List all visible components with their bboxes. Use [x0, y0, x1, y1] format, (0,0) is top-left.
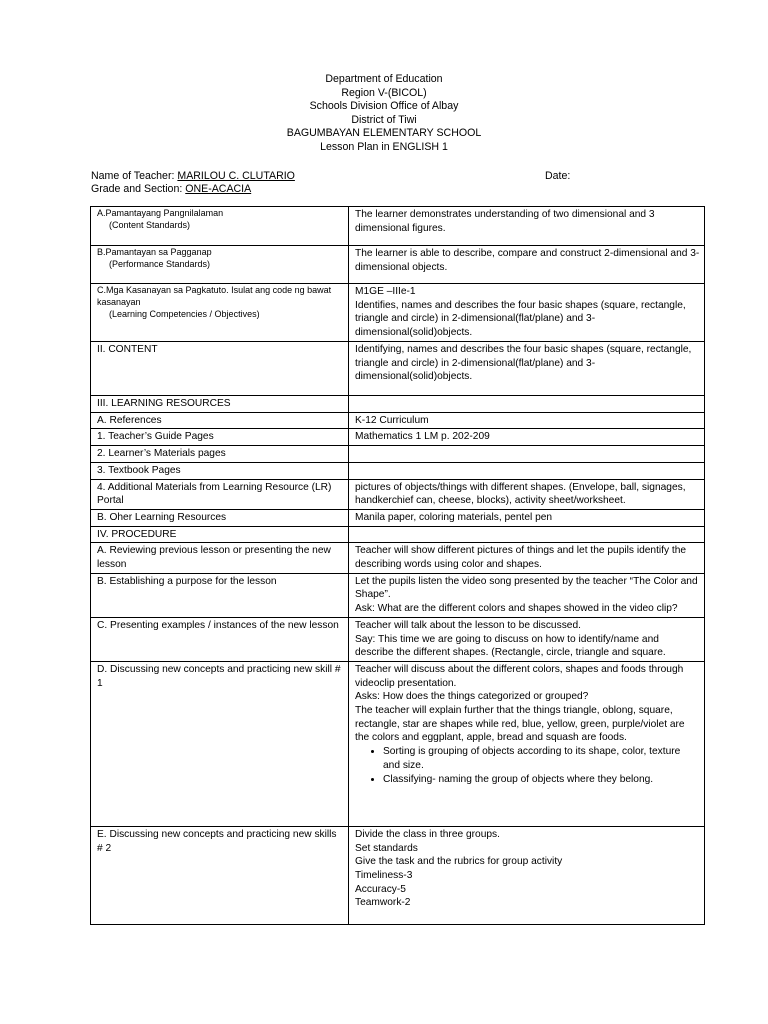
table-row	[91, 479, 705, 509]
row-label-sub: (Content Standards)	[109, 219, 191, 230]
header-division: Schools Division Office of Albay	[309, 100, 459, 113]
procedure-text: Let the pupils listen the video song presented by the teacher “The Color and Shape”.	[355, 575, 698, 601]
procedure-text: The teacher will explain further that the things triangle, oblong, square, rectangle, star are shapes while red, blue, yellow, green, purple/violet are the colors and eggplant, apple, bread and squash are foods.	[355, 705, 685, 744]
table-row	[91, 661, 705, 826]
list-item: • Sorting is grouping of objects according to its shape, color, texture and size.	[383, 745, 700, 772]
row-label: A. Reviewing previous lesson or presenting the new lesson	[91, 543, 349, 573]
procedure-text: Asks: How does the things categorized or grouped?	[355, 691, 589, 703]
row-label: A. References	[91, 412, 349, 429]
procedure-text: Timeliness-3	[355, 870, 413, 882]
procedure-text: Teacher will talk about the lesson to be discussed.	[355, 619, 581, 631]
procedure-text: Say: This time we are going to discuss on how to identify/name and describe the different shapes. (Rectangle, circle, triangle and square.	[355, 633, 666, 659]
row-label: 3. Textbook Pages	[91, 462, 349, 479]
table-row	[91, 396, 705, 413]
row-content	[349, 526, 705, 543]
row-content	[349, 446, 705, 463]
date-label: Date:	[545, 170, 571, 182]
procedure-text: Teamwork-2	[355, 897, 411, 909]
grade-value: ONE-ACACIA	[185, 183, 252, 195]
table-row	[91, 526, 705, 543]
row-label-text: C.Mga Kasanayan sa Pagkatuto. Isulat ang code ng bawat kasanayan	[97, 285, 332, 307]
row-label: B. Oher Learning Resources	[91, 509, 349, 526]
row-content	[349, 462, 705, 479]
competency-text: Identifies, names and describes the four basic shapes (square, rectangle, triangle and circle) in 2-dimensional(flat/plane) and 3-dimensional(solid)objects.	[355, 299, 686, 339]
procedure-text: Give the task and the rubrics for group activity	[355, 856, 563, 868]
lesson-plan-table	[90, 206, 705, 925]
bullet-list	[355, 745, 700, 786]
document-header	[0, 73, 768, 155]
header-subject: Lesson Plan in ENGLISH 1	[320, 140, 448, 153]
row-label: D. Discussing new concepts and practicing new skill # 1	[91, 661, 349, 826]
row-label-text: B.Pamantayan sa Pagganap	[97, 247, 212, 257]
row-content: K-12 Curriculum	[349, 412, 705, 429]
row-label-sub: (Performance Standards)	[109, 258, 211, 269]
teacher-line	[91, 170, 295, 183]
row-content	[349, 661, 705, 826]
procedure-text: Set standards	[355, 842, 418, 854]
row-label: 1. Teacher’s Guide Pages	[91, 429, 349, 446]
row-label-sub: (Learning Competencies / Objectives)	[109, 308, 260, 319]
procedure-text: Accuracy-5	[355, 883, 406, 895]
table-row	[91, 429, 705, 446]
row-content	[349, 617, 705, 661]
row-label: 2. Learner’s Materials pages	[91, 446, 349, 463]
table-row	[91, 617, 705, 661]
row-content: The learner is able to describe, compare and construct 2-dimensional and 3-dimensional objects.	[349, 246, 705, 284]
row-label-text: A.Pamantayang Pangnilalaman	[97, 208, 224, 218]
header-district: District of Tiwi	[351, 113, 417, 126]
row-content: Manila paper, coloring materials, pentel pen	[349, 509, 705, 526]
row-label: 4. Additional Materials from Learning Resource (LR) Portal	[91, 479, 349, 509]
table-row	[91, 412, 705, 429]
table-row	[91, 207, 705, 246]
row-label	[91, 284, 349, 342]
list-item: • Classifying- naming the group of objects where they belong.	[383, 773, 700, 787]
table-row	[91, 826, 705, 924]
row-content: The learner demonstrates understanding of two dimensional and 3 dimensional figures.	[349, 207, 705, 246]
grade-line	[91, 183, 251, 196]
row-label: E. Discussing new concepts and practicing new skills # 2	[91, 826, 349, 924]
row-content: Teacher will show different pictures of things and let the pupils identify the describing words using color and shapes.	[349, 543, 705, 573]
table-row	[91, 246, 705, 284]
table-row	[91, 342, 705, 396]
row-label	[91, 246, 349, 284]
row-label: B. Establishing a purpose for the lesson	[91, 573, 349, 617]
row-label: III. LEARNING RESOURCES	[91, 396, 349, 413]
row-label	[91, 207, 349, 246]
row-content	[349, 284, 705, 342]
row-label: II. CONTENT	[91, 342, 349, 396]
row-content	[349, 826, 705, 924]
row-content	[349, 396, 705, 413]
row-content: Identifying, names and describes the four basic shapes (square, rectangle, triangle and circle) in 2-dimensional(flat/plane) and 3-dimensional(solid)objects.	[349, 342, 705, 396]
row-content: Mathematics 1 LM p. 202-209	[349, 429, 705, 446]
header-school: BAGUMBAYAN ELEMENTARY SCHOOL	[286, 127, 482, 140]
row-label: C. Presenting examples / instances of the new lesson	[91, 617, 349, 661]
grade-label: Grade and Section:	[91, 183, 183, 195]
table-row	[91, 573, 705, 617]
teacher-name: MARILOU C. CLUTARIO	[177, 170, 295, 182]
row-label: IV. PROCEDURE	[91, 526, 349, 543]
procedure-text: Divide the class in three groups.	[355, 828, 500, 840]
table-row	[91, 446, 705, 463]
procedure-text: Ask: What are the different colors and shapes showed in the video clip?	[355, 603, 678, 615]
teacher-label: Name of Teacher:	[91, 170, 175, 182]
competency-code: M1GE –IIIe-1	[355, 286, 416, 297]
header-department: Department of Education	[325, 73, 443, 85]
table-row	[91, 284, 705, 342]
row-content: pictures of objects/things with different shapes. (Envelope, ball, signages, handkerchief can, cheese, blocks), activity sheet/worksheet.	[349, 479, 705, 509]
table-row	[91, 543, 705, 573]
row-content	[349, 573, 705, 617]
table-row	[91, 462, 705, 479]
header-region: Region V-(BICOL)	[341, 86, 427, 99]
table-row	[91, 509, 705, 526]
procedure-text: Teacher will discuss about the different colors, shapes and foods through videoclip presentation.	[355, 663, 684, 689]
